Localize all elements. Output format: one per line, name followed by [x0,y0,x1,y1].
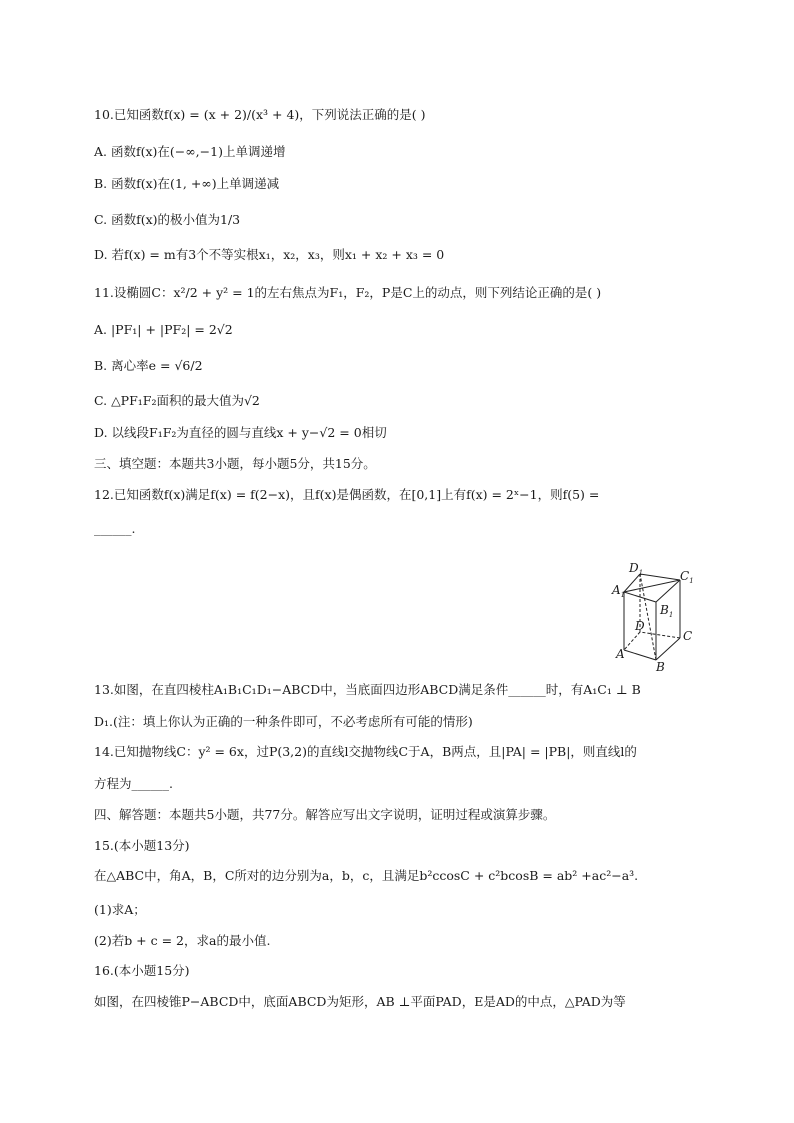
line-6: 11.设椭圆C：x²/2 + y² = 1的左右焦点为F₁，F₂，P是C上的动点，则下列结论正确的是( ) [94,285,602,300]
label-b1: $B_1$ [660,603,674,619]
line-1: 10.已知函数f(x) = (x + 2)/(x³ + 4)，下列说法正确的是( ) [94,107,426,122]
line-23: 16.(本小题15分) [94,963,190,978]
label-c: C [683,629,693,643]
line-8: B. 离心率e = √6/2 [94,358,203,373]
line-24: 如图，在四棱锥P−ABCD中，底面ABCD为矩形，AB ⊥平面PAD，E是AD的中点，△PAD为等 [94,994,626,1009]
edge-b-c [656,638,680,660]
prism-figure [604,558,704,678]
line-12: 12.已知函数f(x)满足f(x) = f(2−x)，且f(x)是偶函数，在[0,1]上有f(x) = 2ˣ−1，则f(5) = [94,487,600,502]
edge-a-b [624,650,656,660]
edge-c1-d1 [640,574,680,580]
line-2: A. 函数f(x)在(−∞,−1)上单调递增 [94,144,286,159]
line-11: 三、填空题：本题共3小题，每小题5分，共15分。 [94,456,376,471]
label-b: B [656,660,665,674]
line-3: B. 函数f(x)在(1, +∞)上单调递减 [94,176,280,191]
edge-c-d [640,632,680,638]
label-d: D [635,619,645,633]
line-14: 13.如图，在直四棱柱A₁B₁C₁D₁−ABCD中，当底面四边形ABCD满足条件______时，有A₁C₁ ⊥ B [94,682,641,697]
line-10: D. 以线段F₁F₂为直径的圆与直线x + y−√2 = 0相切 [94,425,387,440]
line-4: C. 函数f(x)的极小值为1/3 [94,212,241,227]
line-5: D. 若f(x) = m有3个不等实根x₁，x₂，x₃，则x₁ + x₂ + x₃ = 0 [94,247,445,262]
line-9: C. △PF₁F₂面积的最大值为√2 [94,393,260,408]
line-22: (2)若b + c = 2，求a的最小值. [94,933,271,948]
edge-b1-c1 [656,580,680,602]
edge-d-a [624,632,640,650]
line-19: 15.(本小题13分) [94,838,190,853]
line-18: 四、解答题：本题共5小题，共77分。解答应写出文字说明，证明过程或演算步骤。 [94,807,556,822]
line-21: (1)求A； [94,902,146,917]
line-15: D₁.(注：填上你认为正确的一种条件即可，不必考虑所有可能的情形) [94,714,473,729]
label-d1: $D_1$ [629,561,644,577]
line-7: A. |PF₁| + |PF₂| = 2√2 [94,322,233,337]
line-13: ______. [94,521,136,536]
label-c1: $C_1$ [680,569,694,585]
line-16: 14.已知抛物线C：y² = 6x，过P(3,2)的直线l交抛物线C于A，B两点，且|PA| = |PB|，则直线l的 [94,744,637,759]
label-a1: $A_1$ [612,583,626,599]
line-17: 方程为______. [94,776,173,791]
label-a: A [616,647,625,661]
line-20: 在△ABC中，角A，B，C所对的边分别为a，b，c，且满足b²ccosC + c²bcosB = ab² +ac²−a³. [94,868,639,883]
